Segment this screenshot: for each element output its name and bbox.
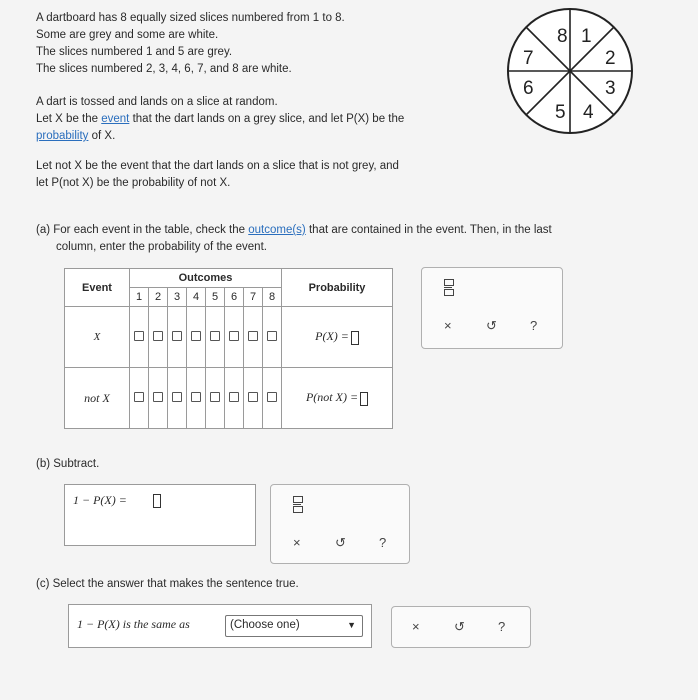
slice-label-4: 4	[583, 102, 594, 123]
clear-icon[interactable]: ×	[444, 318, 452, 333]
events-table	[64, 268, 393, 429]
prob-x-label: P(X) =	[315, 329, 349, 344]
event-header: Event	[65, 269, 130, 307]
outcome-4: 4	[187, 288, 206, 307]
toolbox-c	[391, 606, 531, 648]
outcome-8: 8	[263, 288, 282, 307]
checkbox-notx-4[interactable]	[191, 392, 201, 402]
outcome-6: 6	[225, 288, 244, 307]
intro-text-2	[36, 94, 404, 145]
checkbox-notx-6[interactable]	[229, 392, 239, 402]
undo-icon[interactable]: ↺	[454, 619, 465, 634]
checkbox-notx-7[interactable]	[248, 392, 258, 402]
clear-icon[interactable]: ×	[293, 535, 301, 550]
intro-line-3: The slices numbered 1 and 5 are grey.	[36, 46, 233, 58]
clear-icon[interactable]: ×	[412, 619, 420, 634]
intro-text	[36, 10, 345, 78]
toolbox-b	[270, 484, 410, 564]
undo-icon[interactable]: ↺	[335, 535, 346, 550]
slice-label-7: 7	[523, 48, 534, 69]
chevron-down-icon: ▼	[347, 620, 356, 630]
intro-line-1: A dartboard has 8 equally sized slices numbered from 1 to 8.	[36, 12, 345, 24]
intro-line-6: Let X be the event that the dart lands on a grey slice, and let P(X) be the	[36, 113, 405, 125]
help-icon[interactable]: ?	[498, 619, 506, 634]
table-row	[65, 368, 393, 429]
fraction-icon[interactable]	[293, 495, 301, 517]
intro-line-9: let P(not X) be the probability of not X.	[36, 177, 231, 189]
help-icon[interactable]: ?	[530, 318, 538, 333]
part-b-label: (b) Subtract.	[36, 458, 100, 470]
part-b-answer-box	[64, 484, 256, 546]
intro-line-5: A dart is tossed and lands on a slice at random.	[36, 96, 278, 108]
choose-one-select[interactable]	[225, 615, 363, 637]
select-value: (Choose one)	[230, 619, 300, 631]
intro-line-2: Some are grey and some are white.	[36, 29, 219, 41]
part-a-line-1: (a) For each event in the table, check the outcome(s) that are contained in the event. Then, in the last	[36, 224, 552, 236]
slice-label-3: 3	[605, 78, 616, 99]
outcomes-header: Outcomes	[130, 269, 282, 288]
outcome-3: 3	[168, 288, 187, 307]
outcome-1: 1	[130, 288, 149, 307]
part-c-answer-box	[68, 604, 372, 648]
part-a-line-2: column, enter the probability of the event.	[56, 241, 267, 253]
part-c-expr: 1 − P(X) is the same as	[77, 617, 190, 631]
checkbox-notx-1[interactable]	[134, 392, 144, 402]
intro-line-7: probability of X.	[36, 130, 116, 142]
prob-notx-input[interactable]	[360, 392, 368, 406]
part-b-input[interactable]	[153, 494, 161, 508]
part-a-text	[36, 222, 552, 256]
checkbox-x-8[interactable]	[267, 331, 277, 341]
probability-link[interactable]: probability	[36, 130, 89, 142]
checkbox-x-1[interactable]	[134, 331, 144, 341]
fraction-icon[interactable]	[444, 278, 452, 300]
checkbox-notx-8[interactable]	[267, 392, 277, 402]
outcome-7: 7	[244, 288, 263, 307]
intro-line-8: Let not X be the event that the dart lands on a slice that is not grey, and	[36, 160, 399, 172]
event-not-x: not X	[65, 368, 130, 429]
slice-label-6: 6	[523, 78, 534, 99]
prob-notx-cell	[282, 368, 393, 429]
event-x: X	[65, 307, 130, 368]
checkbox-x-5[interactable]	[210, 331, 220, 341]
undo-icon[interactable]: ↺	[486, 318, 497, 333]
table-row	[65, 307, 393, 368]
slice-label-2: 2	[605, 48, 616, 69]
checkbox-x-2[interactable]	[153, 331, 163, 341]
outcome-5: 5	[206, 288, 225, 307]
prob-x-cell	[282, 307, 393, 368]
slice-label-8: 8	[557, 26, 568, 47]
prob-x-input[interactable]	[351, 331, 359, 345]
slice-label-5: 5	[555, 102, 566, 123]
toolbox-a	[421, 267, 563, 349]
prob-notx-label: P(not X) =	[305, 390, 359, 405]
checkbox-notx-5[interactable]	[210, 392, 220, 402]
checkbox-x-7[interactable]	[248, 331, 258, 341]
part-b-expr: 1 − P(X) =	[73, 493, 127, 507]
outcomes-link[interactable]: outcome(s)	[248, 224, 306, 236]
slice-label-1: 1	[581, 26, 592, 47]
checkbox-x-6[interactable]	[229, 331, 239, 341]
checkbox-x-3[interactable]	[172, 331, 182, 341]
part-c-label: (c) Select the answer that makes the sentence true.	[36, 578, 299, 590]
help-icon[interactable]: ?	[379, 535, 387, 550]
event-link[interactable]: event	[101, 113, 130, 125]
outcome-2: 2	[149, 288, 168, 307]
checkbox-x-4[interactable]	[191, 331, 201, 341]
intro-line-4: The slices numbered 2, 3, 4, 6, 7, and 8 are white.	[36, 63, 292, 75]
intro-text-3	[36, 158, 399, 192]
dartboard	[505, 6, 635, 136]
checkbox-notx-2[interactable]	[153, 392, 163, 402]
probability-header: Probability	[282, 269, 393, 307]
checkbox-notx-3[interactable]	[172, 392, 182, 402]
